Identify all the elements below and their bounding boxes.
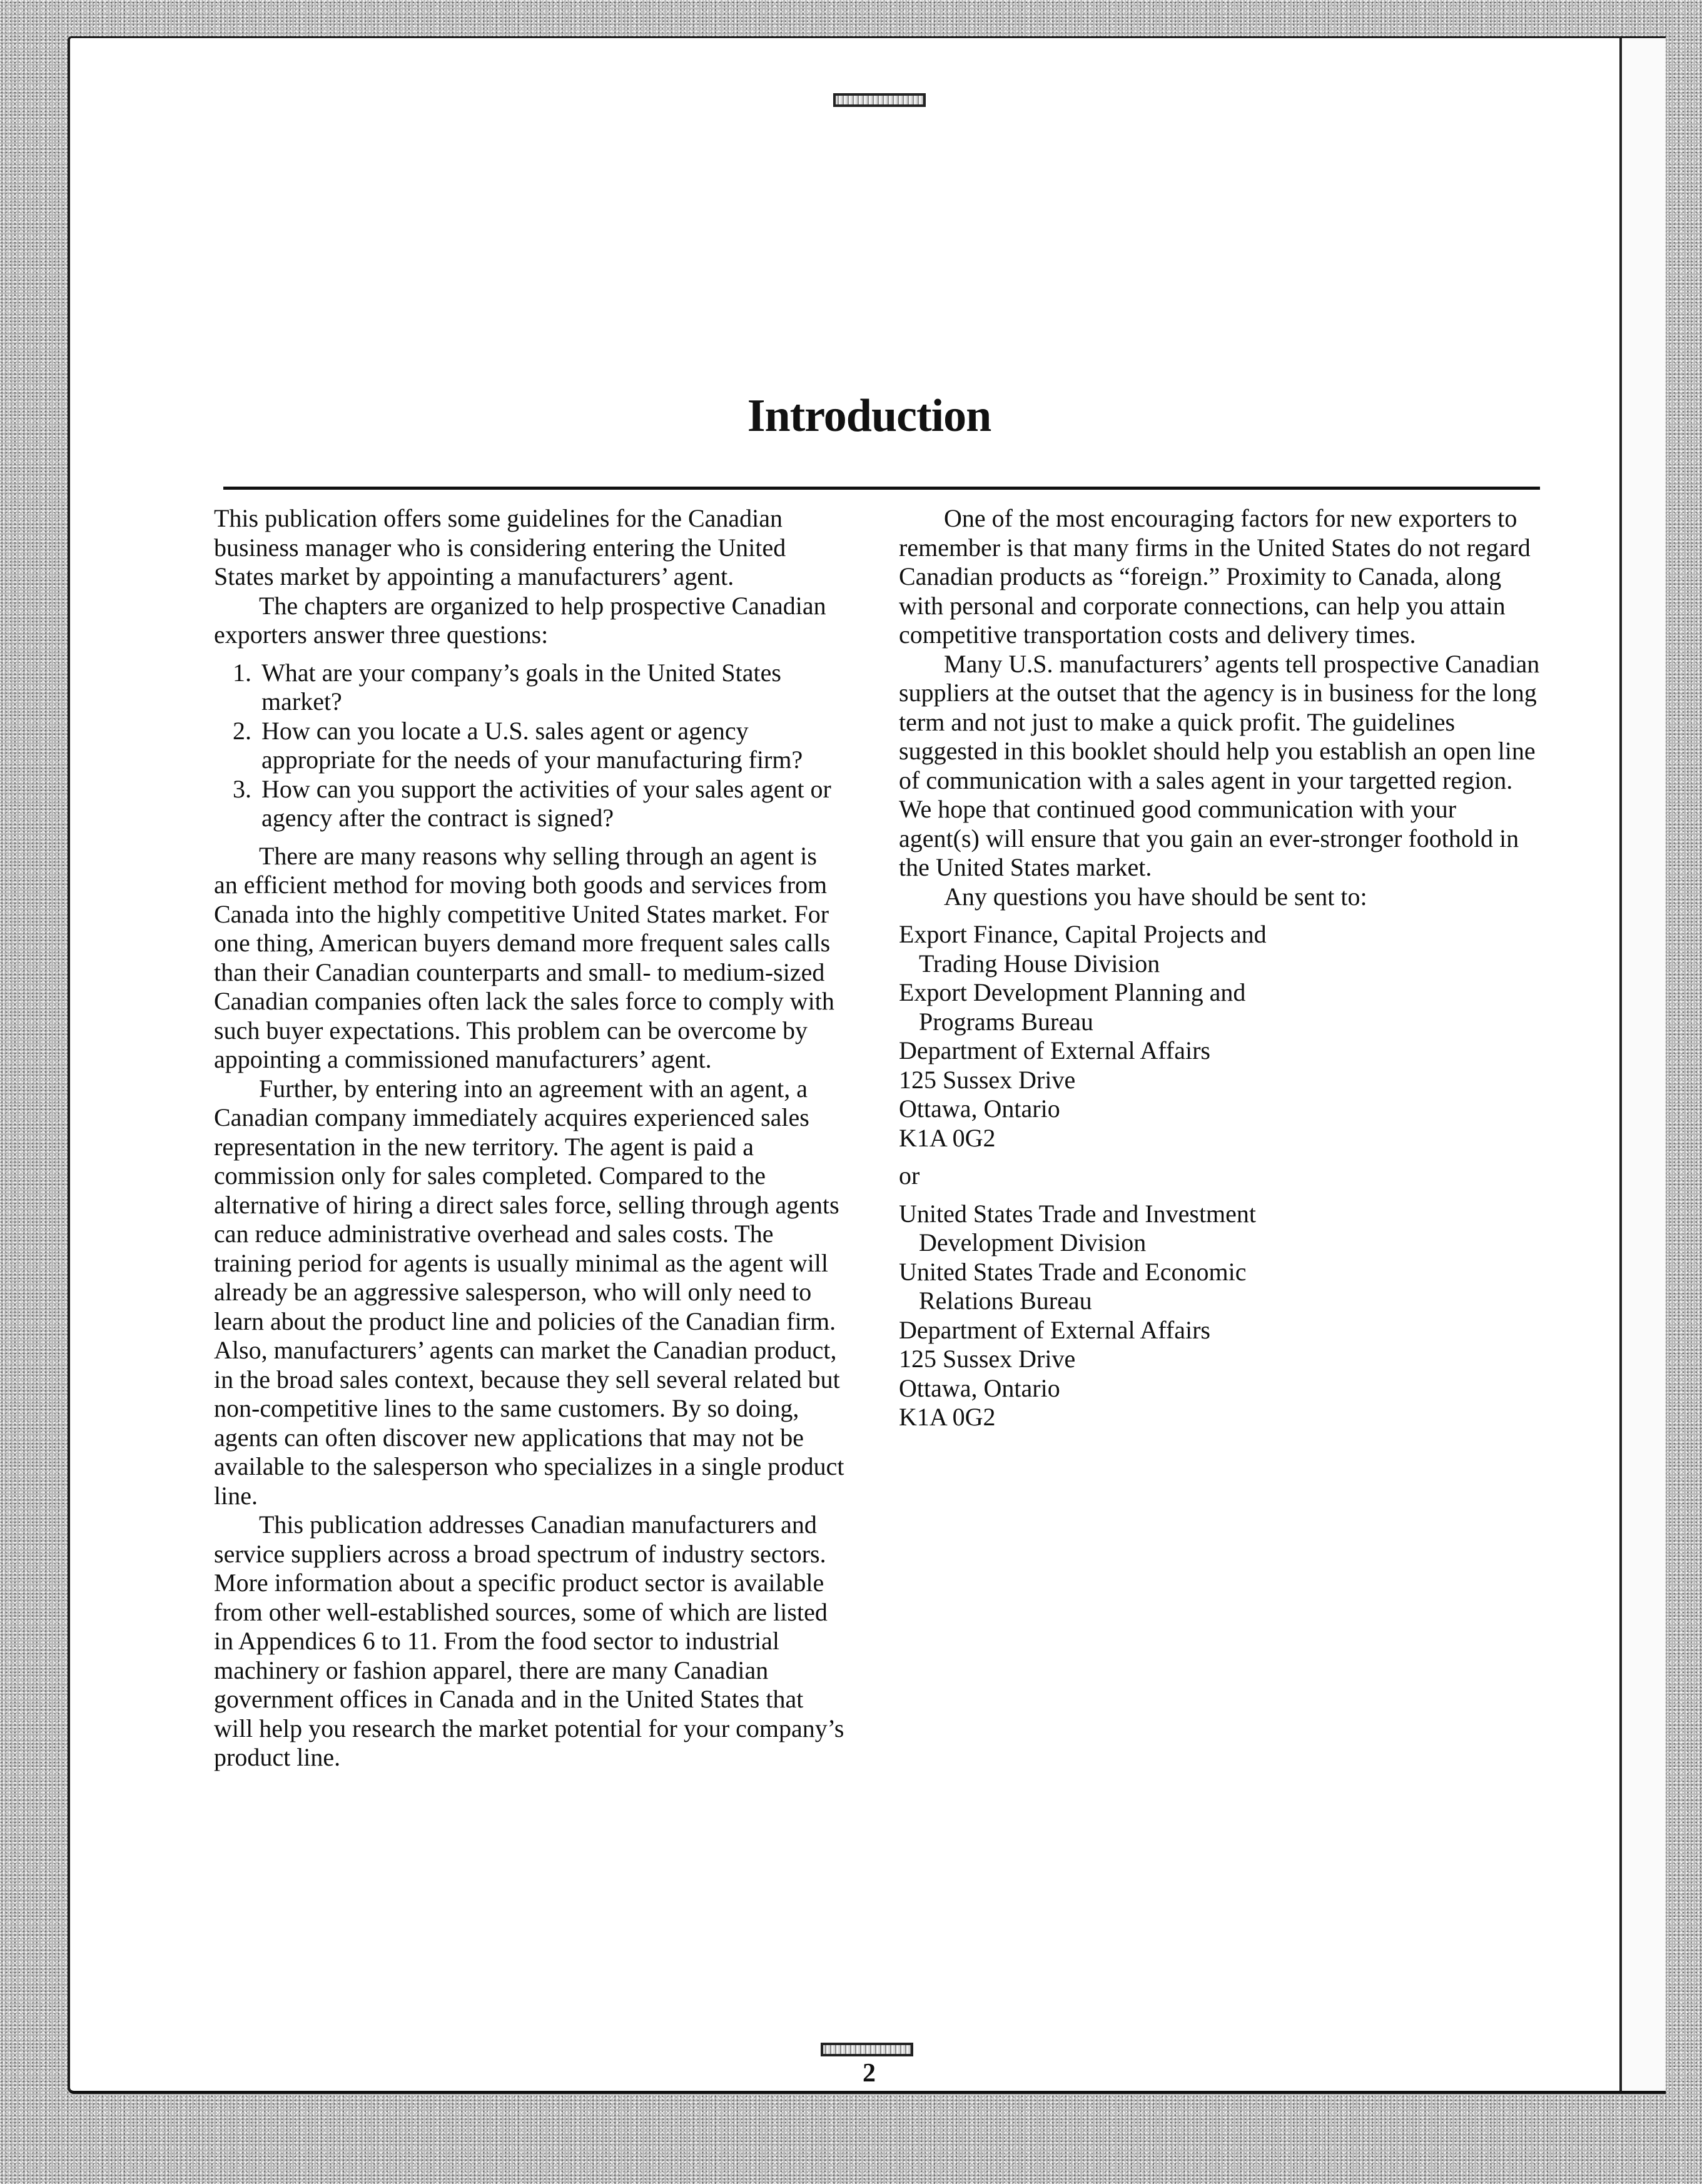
address-line: 125 Sussex Drive <box>899 1065 1076 1094</box>
paragraph-questions: Any questions you have should be sent to: <box>944 882 1367 911</box>
paragraph-sectors: This publication addresses Canadian manufacturers and service suppliers across a broad spectrum of industry sectors. More information about a specific product sector is available from other well-established sources, some of which are listed in Appendices 6 to 11. From the food sector to industrial machinery or fashion apparel, there are many Canadian government offices in Canada and in the United States that will help you research the market potential for your company’s product line. <box>214 1510 844 1771</box>
address-line: United States Trade and Investment <box>899 1199 1257 1228</box>
list-item: 2. How can you locate a U.S. sales agent or agency appropriate for the needs of your manufacturing firm? <box>258 717 846 775</box>
address-line: United States Trade and Economic <box>899 1257 1247 1286</box>
or-separator: or <box>899 1161 920 1190</box>
address-line: Export Development Planning and <box>899 978 1246 1006</box>
paragraph-chapters: The chapters are organized to help prospective Canadian exporters answer three questions: <box>214 591 826 649</box>
address-line: Ottawa, Ontario <box>899 1373 1060 1402</box>
paragraph-reasons: There are many reasons why selling through an agent is an efficient method for moving both goods and services from Canada into the highly competitive United States market. For one thing, American buyers demand more frequent sales calls than their Canadian counterparts and small- to medium-sized Canadian companies often lack the sales force to comply with such buyer expectations. This problem can be overcome by appointing a commissioned manufacturers’ agent. <box>214 841 834 1073</box>
address-block-us-trade <box>899 1200 1540 1432</box>
address-line: Department of External Affairs <box>899 1036 1210 1064</box>
title-rule <box>223 487 1540 490</box>
address-line: Programs Bureau <box>919 1007 1093 1036</box>
question-list <box>214 659 846 833</box>
top-ornament <box>833 93 926 107</box>
address-line: Relations Bureau <box>919 1287 1092 1315</box>
list-item: 3. How can you support the activities of your sales agent or agency after the contract is signed? <box>258 775 846 833</box>
address-line: Trading House Division <box>919 949 1160 978</box>
document-page <box>68 36 1666 2094</box>
address-line: Ottawa, Ontario <box>899 1095 1060 1123</box>
paragraph-agents: Many U.S. manufacturers’ agents tell prospective Canadian suppliers at the outset that the agency is in business for the long term and not just to make a quick profit. The guidelines suggested in this booklet should help you establish an open line of communication with a sales agent in your targetted region. We hope that continued good communication with your agent(s) will ensure that you gain an ever-stronger foothold in the United States market. <box>899 649 1540 881</box>
paragraph-agreement: Further, by entering into an agreement with an agent, a Canadian company immediately acquires experienced sales representation in the new territory. The agent is paid a commission only for sales completed. Compared to the alternative of hiring a direct sales force, selling through agents can reduce administrative overhead and sales costs. The training period for agents is usually minimal as the agent will already be an aggressive salesperson, who will only need to learn about the product line and policies of the Canadian firm. Also, manufacturers’ agents can market the Canadian product, in the broad sales context, because they sell several related but non-competitive lines to the same customers. By so doing, agents can often discover new applications that may not be available to the salesperson who specializes in a single product line. <box>214 1074 844 1510</box>
binding-edge <box>1619 38 1666 2091</box>
left-column <box>214 504 846 1772</box>
address-line: Export Finance, Capital Projects and <box>899 920 1267 948</box>
list-item: 1. What are your company’s goals in the United States market? <box>258 659 846 717</box>
address-line: Development Division <box>919 1228 1147 1256</box>
address-line: Department of External Affairs <box>899 1315 1210 1344</box>
address-block-export <box>899 920 1540 1153</box>
address-line: K1A 0G2 <box>899 1123 996 1152</box>
address-line: K1A 0G2 <box>899 1403 996 1431</box>
page-number: 2 <box>863 2059 876 2088</box>
address-line: 125 Sussex Drive <box>899 1345 1076 1373</box>
paragraph-purpose: This publication offers some guidelines for the Canadian business manager who is considering entering the United States market by appointing a manufacturers’ agent. <box>214 504 786 590</box>
page-title: Introduction <box>747 390 991 442</box>
right-column <box>899 504 1540 1432</box>
paragraph-encouraging: One of the most encouraging factors for new exporters to remember is that many firms in the United States do not regard Canadian products as “foreign.” Proximity to Canada, along with personal and corporate connections, can help you attain competitive transportation costs and delivery times. <box>899 504 1531 649</box>
bottom-ornament <box>821 2043 913 2056</box>
